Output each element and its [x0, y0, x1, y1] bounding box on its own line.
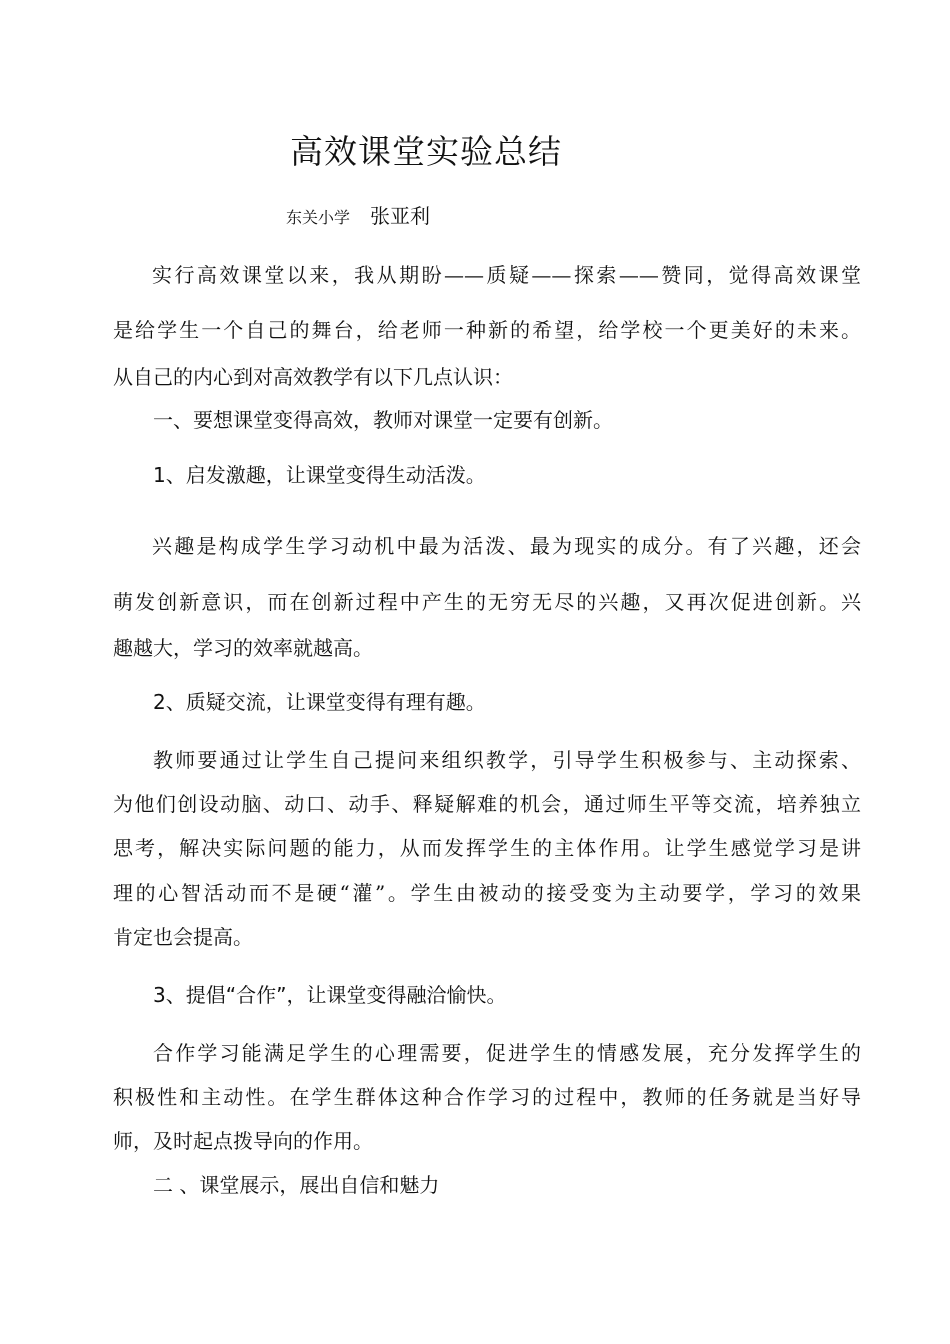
paragraph-line: 是给学生一个自己的舞台，给老师一种新的希望，给学校一个更美好的未来。: [113, 318, 861, 342]
subheading: 1、启发激趣，让课堂变得生动活泼。: [153, 463, 486, 487]
author-school: 东关小学: [286, 208, 351, 227]
section-heading: 一、要想课堂变得高效，教师对课堂一定要有创新。: [153, 408, 613, 432]
subheading: 2、质疑交流，让课堂变得有理有趣。: [153, 690, 486, 714]
paragraph-line: 趣越大，学习的效率就越高。: [113, 636, 373, 660]
document-title: 高效课堂实验总结: [290, 132, 562, 171]
paragraph-line: 肯定也会提高。: [113, 925, 253, 949]
author-line: [286, 200, 430, 229]
paragraph-line: 合作学习能满足学生的心理需要，促进学生的情感发展，充分发挥学生的: [153, 1041, 861, 1065]
paragraph-line: 思考，解决实际问题的能力，从而发挥学生的主体作用。让学生感觉学习是讲: [113, 836, 861, 860]
paragraph-line: 师，及时起点拨导向的作用。: [113, 1129, 373, 1153]
subheading: 3、提倡“合作”，让课堂变得融洽愉快。: [153, 983, 507, 1007]
paragraph-line: 兴趣是构成学生学习动机中最为活泼、最为现实的成分。有了兴趣，还会: [152, 534, 861, 558]
paragraph-line: 理的心智活动而不是硬“灌”。学生由被动的接受变为主动要学，学习的效果: [113, 881, 861, 905]
section-heading: 二 、课堂展示，展出自信和魅力: [153, 1173, 440, 1197]
paragraph-line: 实行高效课堂以来，我从期盼——质疑——探索——赞同，觉得高效课堂: [152, 263, 861, 287]
paragraph-line: 萌发创新意识，而在创新过程中产生的无穷无尽的兴趣，又再次促进创新。兴: [113, 590, 861, 614]
paragraph-line: 为他们创设动脑、动口、动手、释疑解难的机会，通过师生平等交流，培养独立: [113, 792, 861, 816]
author-name: 张亚利: [370, 204, 431, 228]
paragraph-line: 从自己的内心到对高效教学有以下几点认识：: [113, 365, 513, 389]
paragraph-line: 教师要通过让学生自己提问来组织教学，引导学生积极参与、主动探索、: [153, 748, 861, 772]
paragraph-line: 积极性和主动性。在学生群体这种合作学习的过程中，教师的任务就是当好导: [113, 1085, 861, 1109]
